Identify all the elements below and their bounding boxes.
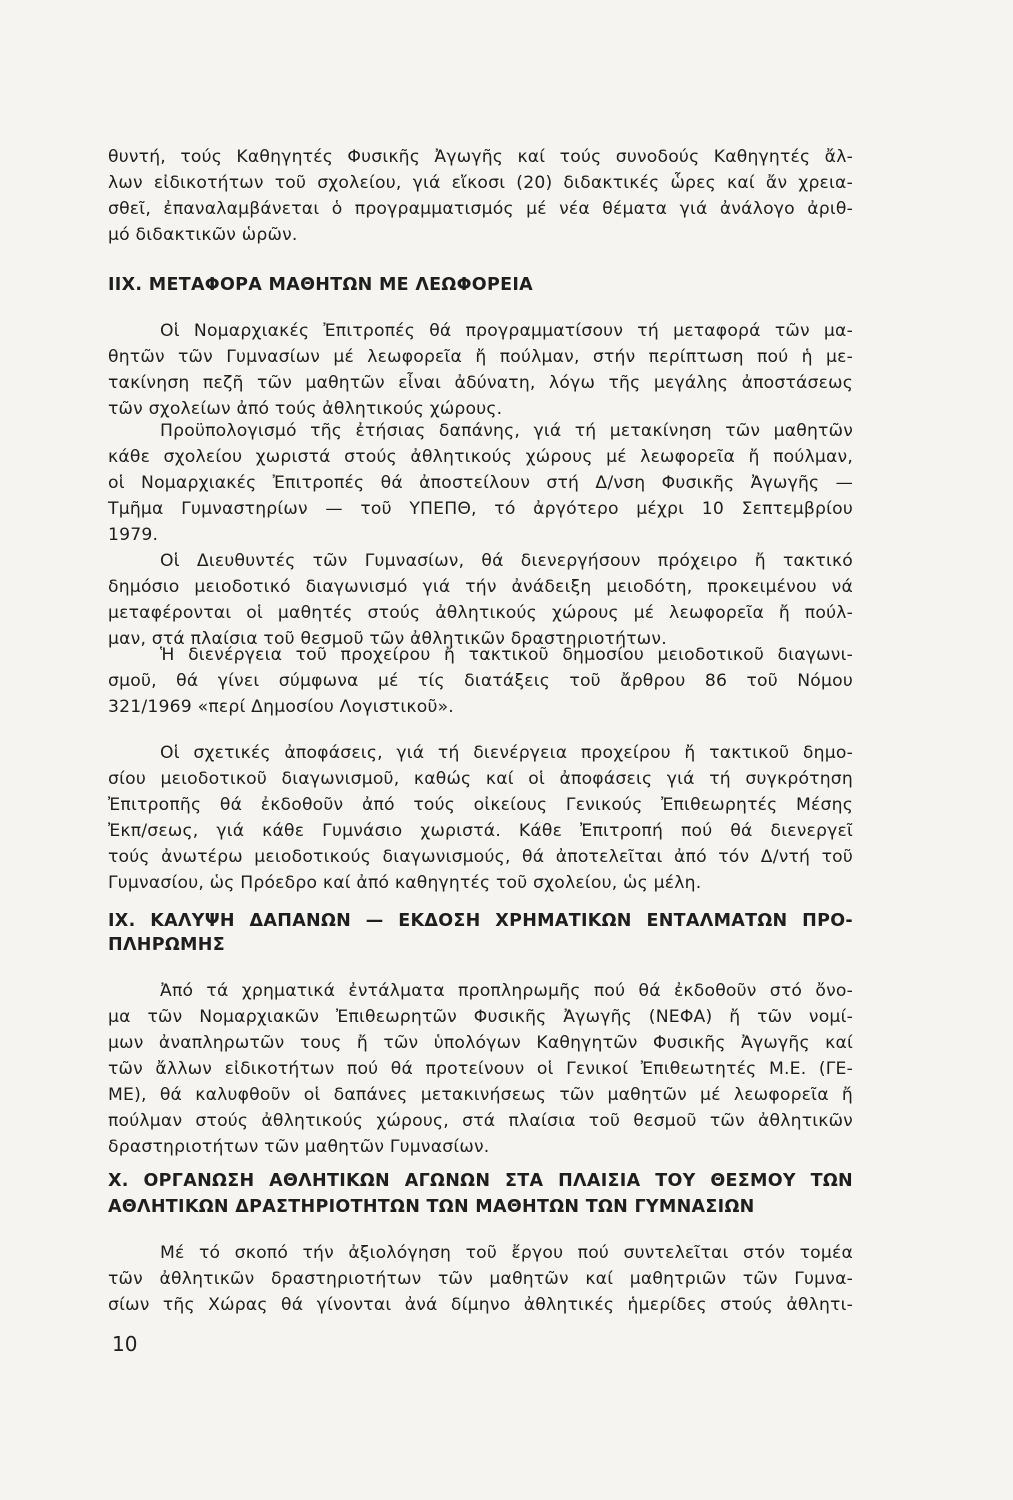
section-ix-line-6: πούλμαν στούς ἀθλητικούς χώρους, στά πλαίσια τοῦ θεσμοῦ τῶν ἀθλητικῶν <box>108 1111 853 1131</box>
section-x-line-2: τῶν ἀθλητικῶν δραστηριοτήτων τῶν μαθητῶν καί μαθητριῶν τῶν Γυμνα- <box>108 1269 853 1289</box>
section-ix-heading-line-1: ΙΧ. ΚΑΛΥΨΗ ΔΑΠΑΝΩΝ — ΕΚΔΟΣΗ ΧΡΗΜΑΤΙΚΩΝ ΕΝΤΑΛΜΑΤΩΝ ΠΡΟ- <box>108 911 853 931</box>
section-iix-line-20: Ἐκπ/σεως, γιά κάθε Γυμνάσιο χωριστά. Κάθε Ἐπιτροπή πού θά διενεργεῖ <box>108 821 853 841</box>
page-number: 10 <box>112 1332 138 1356</box>
section-iix-line-12: μεταφέρονται οἱ μαθητές στούς ἀθλητικούς χώρους μέ λεωφορεῖα ἤ πούλ- <box>108 603 853 623</box>
section-ix-line-2: μα τῶν Νομαρχιακῶν Ἐπιθεωρητῶν Φυσικῆς Ἀγωγῆς (ΝΕΦΑ) ἤ τῶν νομί- <box>108 1007 853 1027</box>
intro-line-3: σθεῖ, ἐπαναλαμβάνεται ὁ προγραμματισμός μέ νέα θέματα γιά ἀνάλογο ἀριθ- <box>108 199 853 219</box>
section-iix-line-7: οἱ Νομαρχιακές Ἐπιτροπές θά ἀποστείλουν στή Δ/νση Φυσικῆς Ἀγωγῆς — <box>108 473 853 493</box>
section-iix-line-5: Προϋπολογισμό τῆς ἐτήσιας δαπάνης, γιά τή μετακίνηση τῶν μαθητῶν <box>160 421 853 441</box>
section-ix-line-4: τῶν ἄλλων εἰδικοτήτων πού θά προτείνουν οἱ Γενικοί Ἐπιθεωτητές Μ.Ε. (ΓΕ- <box>108 1059 853 1079</box>
section-iix-line-3: τακίνηση πεζῆ τῶν μαθητῶν εἶναι ἀδύνατη, λόγω τῆς μεγάλης ἀποστάσεως <box>108 373 853 393</box>
section-x-heading-line-1: Χ. ΟΡΓΑΝΩΣΗ ΑΘΛΗΤΙΚΩΝ ΑΓΩΝΩΝ ΣΤΑ ΠΛΑΙΣΙΑ ΤΟΥ ΘΕΣΜΟΥ ΤΩΝ <box>108 1171 853 1191</box>
section-iix-line-8: Τμῆμα Γυμναστηρίων — τοῦ ΥΠΕΠΘ, τό ἀργότερο μέχρι 10 Σεπτεμβρίου <box>108 499 853 519</box>
section-iix-line-18: σίου μειοδοτικοῦ διαγωνισμοῦ, καθώς καί οἱ ἀποφάσεις γιά τή συγκρότηση <box>108 769 853 789</box>
section-ix-heading-line-2: ΠΛΗΡΩΜΗΣ <box>108 935 225 955</box>
section-iix-line-22: Γυμνασίου, ὡς Πρόεδρο καί ἀπό καθηγητές τοῦ σχολείου, ὡς μέλη. <box>108 873 702 893</box>
section-iix-line-11: δημόσιο μειοδοτικό διαγωνισμό γιά τήν ἀνάδειξη μειοδότη, προκειμένου νά <box>108 577 853 597</box>
section-iix-line-13: μαν, στά πλαίσια τοῦ θεσμοῦ τῶν ἀθλητικῶν δραστηριοτήτων. <box>108 629 667 649</box>
section-ix-line-7: δραστηριοτήτων τῶν μαθητῶν Γυμνασίων. <box>108 1137 490 1157</box>
section-iix-line-10: Οἱ Διευθυντές τῶν Γυμνασίων, θά διενεργήσουν πρόχειρο ἤ τακτικό <box>160 551 853 571</box>
section-iix-line-9: 1979. <box>108 525 159 545</box>
section-iix-heading: ΙΙΧ. ΜΕΤΑΦΟΡΑ ΜΑΘΗΤΩΝ ΜΕ ΛΕΩΦΟΡΕΙΑ <box>108 275 533 295</box>
section-ix-line-5: ΜΕ), θά καλυφθοῦν οἱ δαπάνες μετακινήσεως τῶν μαθητῶν μέ λεωφορεῖα ἤ <box>108 1085 853 1105</box>
section-iix-line-4: τῶν σχολείων ἀπό τούς ἀθλητικούς χώρους. <box>108 399 503 419</box>
intro-line-2: λων εἰδικοτήτων τοῦ σχολείου, γιά εἴκοσι (20) διδακτικές ὧρες καί ἄν χρεια- <box>108 173 853 193</box>
intro-line-4: μό διδακτικῶν ὡρῶν. <box>108 225 298 245</box>
section-iix-line-6: κάθε σχολείου χωριστά στούς ἀθλητικούς χώρους μέ λεωφορεῖα ἤ πούλμαν, <box>108 447 853 467</box>
section-iix-line-21: τούς ἀνωτέρω μειοδοτικούς διαγωνισμούς, θά ἀποτελεῖται ἀπό τόν Δ/ντή τοῦ <box>108 847 853 867</box>
section-ix-line-1: Ἀπό τά χρηματικά ἐντάλματα προπληρωμῆς πού θά ἐκδοθοῦν στό ὄνο- <box>160 981 853 1001</box>
section-iix-line-15: σμοῦ, θά γίνει σύμφωνα μέ τίς διατάξεις τοῦ ἄρθρου 86 τοῦ Νόμου <box>108 671 853 691</box>
section-iix-line-19: Ἐπιτροπῆς θά ἐκδοθοῦν ἀπό τούς οἰκείους Γενικούς Ἐπιθεωρητές Μέσης <box>108 795 853 815</box>
section-x-heading-line-2: ΑΘΛΗΤΙΚΩΝ ΔΡΑΣΤΗΡΙΟΤΗΤΩΝ ΤΩΝ ΜΑΘΗΤΩΝ ΤΩΝ ΓΥΜΝΑΣΙΩΝ <box>108 1197 755 1217</box>
section-x-line-3: σίων τῆς Χώρας θά γίνονται ἀνά δίμηνο ἀθλητικές ἡμερίδες στούς ἀθλητι- <box>108 1295 853 1315</box>
intro-line-1: θυντή, τούς Καθηγητές Φυσικῆς Ἀγωγῆς καί τούς συνοδούς Καθηγητές ἄλ- <box>108 147 853 167</box>
section-iix-line-16: 321/1969 «περί Δημοσίου Λογιστικοῦ». <box>108 697 454 717</box>
section-iix-line-14: Ἡ διενέργεια τοῦ προχείρου ἤ τακτικοῦ δημοσίου μειοδοτικοῦ διαγωνι- <box>160 645 853 665</box>
section-iix-line-1: Οἱ Νομαρχιακές Ἐπιτροπές θά προγραμματίσουν τή μεταφορά τῶν μα- <box>160 321 853 341</box>
section-iix-line-17: Οἱ σχετικές ἀποφάσεις, γιά τή διενέργεια προχείρου ἤ τακτικοῦ δημο- <box>160 743 853 763</box>
section-x-line-1: Μέ τό σκοπό τήν ἀξιολόγηση τοῦ ἔργου πού συντελεῖται στόν τομέα <box>160 1243 853 1263</box>
section-ix-line-3: μων ἀναπληρωτῶν τους ἤ τῶν ὑπολόγων Καθηγητῶν Φυσικῆς Ἀγωγῆς καί <box>108 1033 853 1053</box>
section-iix-line-2: θητῶν τῶν Γυμνασίων μέ λεωφορεῖα ἤ πούλμαν, στήν περίπτωση πού ἡ με- <box>108 347 853 367</box>
